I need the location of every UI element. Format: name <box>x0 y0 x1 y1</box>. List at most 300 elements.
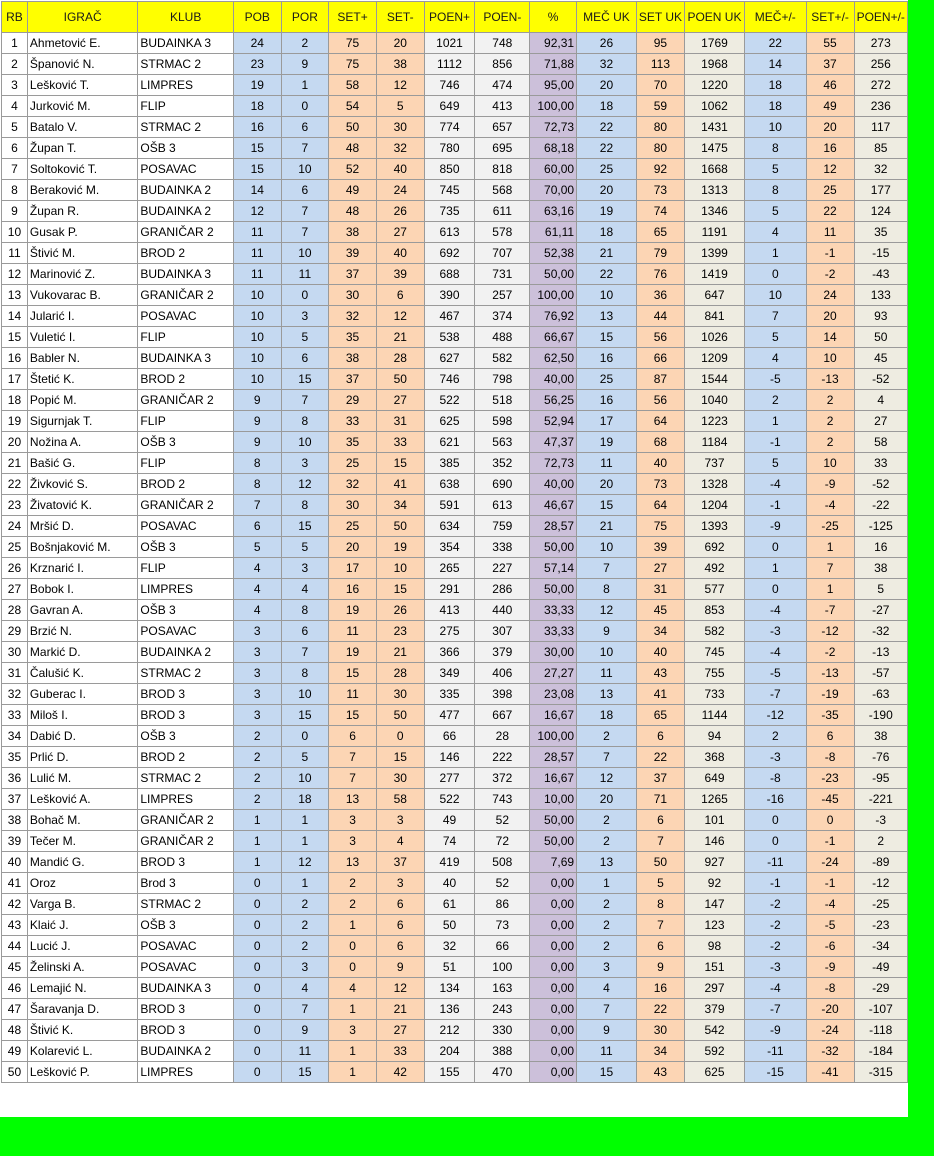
cell-matches-total[interactable]: 32 <box>577 54 637 75</box>
cell-sets-won[interactable]: 35 <box>329 327 377 348</box>
cell-player[interactable]: Beraković M. <box>27 180 137 201</box>
cell-sets-lost[interactable]: 27 <box>376 1020 424 1041</box>
cell-points-total[interactable]: 625 <box>685 1062 745 1083</box>
cell-sets-lost[interactable]: 12 <box>376 75 424 96</box>
cell-points-won[interactable]: 780 <box>424 138 475 159</box>
cell-matches-total[interactable]: 22 <box>577 138 637 159</box>
cell-player[interactable]: Guberac I. <box>27 684 137 705</box>
cell-sets-total[interactable]: 40 <box>636 642 684 663</box>
cell-wins[interactable]: 16 <box>233 117 281 138</box>
cell-set-diff[interactable]: -2 <box>806 264 854 285</box>
cell-player[interactable]: Tečer M. <box>27 831 137 852</box>
cell-points-total[interactable]: 733 <box>685 684 745 705</box>
cell-sets-won[interactable]: 4 <box>329 978 377 999</box>
cell-match-diff[interactable]: -2 <box>744 915 806 936</box>
cell-match-diff[interactable]: 1 <box>744 558 806 579</box>
cell-wins[interactable]: 2 <box>233 747 281 768</box>
cell-set-diff[interactable]: -2 <box>806 642 854 663</box>
cell-club[interactable]: LIMPRES <box>138 1062 234 1083</box>
cell-points-lost[interactable]: 372 <box>475 768 530 789</box>
cell-set-diff[interactable]: 37 <box>806 54 854 75</box>
cell-points-won[interactable]: 688 <box>424 264 475 285</box>
cell-point-diff[interactable]: -43 <box>854 264 908 285</box>
cell-set-diff[interactable]: 20 <box>806 117 854 138</box>
cell-points-total[interactable]: 492 <box>685 558 745 579</box>
cell-sets-total[interactable]: 34 <box>636 1041 684 1062</box>
cell-rb[interactable]: 48 <box>2 1020 28 1041</box>
cell-match-diff[interactable]: -11 <box>744 852 806 873</box>
cell-sets-won[interactable]: 1 <box>329 1062 377 1083</box>
cell-points-lost[interactable]: 66 <box>475 936 530 957</box>
cell-matches-total[interactable]: 20 <box>577 789 637 810</box>
cell-match-diff[interactable]: -15 <box>744 1062 806 1083</box>
cell-wins[interactable]: 2 <box>233 726 281 747</box>
cell-club[interactable]: Brod 3 <box>138 873 234 894</box>
cell-match-diff[interactable]: 4 <box>744 348 806 369</box>
cell-percent[interactable]: 50,00 <box>530 810 577 831</box>
cell-matches-total[interactable]: 7 <box>577 747 637 768</box>
cell-losses[interactable]: 5 <box>281 327 329 348</box>
cell-points-won[interactable]: 522 <box>424 789 475 810</box>
cell-percent[interactable]: 76,92 <box>530 306 577 327</box>
cell-points-total[interactable]: 649 <box>685 768 745 789</box>
cell-points-lost[interactable]: 330 <box>475 1020 530 1041</box>
cell-points-total[interactable]: 1419 <box>685 264 745 285</box>
cell-rb[interactable]: 35 <box>2 747 28 768</box>
cell-sets-won[interactable]: 25 <box>329 453 377 474</box>
cell-losses[interactable]: 7 <box>281 999 329 1020</box>
cell-points-total[interactable]: 1223 <box>685 411 745 432</box>
cell-sets-lost[interactable]: 3 <box>376 873 424 894</box>
cell-player[interactable]: Štetić K. <box>27 369 137 390</box>
cell-points-won[interactable]: 74 <box>424 831 475 852</box>
cell-wins[interactable]: 11 <box>233 264 281 285</box>
cell-points-total[interactable]: 1769 <box>685 33 745 54</box>
cell-point-diff[interactable]: 124 <box>854 201 908 222</box>
cell-sets-won[interactable]: 30 <box>329 285 377 306</box>
cell-player[interactable]: Živković S. <box>27 474 137 495</box>
cell-losses[interactable]: 15 <box>281 1062 329 1083</box>
cell-match-diff[interactable]: 18 <box>744 96 806 117</box>
cell-points-won[interactable]: 613 <box>424 222 475 243</box>
cell-sets-lost[interactable]: 37 <box>376 852 424 873</box>
cell-sets-total[interactable]: 45 <box>636 600 684 621</box>
header-wins[interactable]: POB <box>233 2 281 33</box>
cell-wins[interactable]: 3 <box>233 705 281 726</box>
cell-percent[interactable]: 66,67 <box>530 327 577 348</box>
cell-player[interactable]: Lešković T. <box>27 75 137 96</box>
cell-points-won[interactable]: 1021 <box>424 33 475 54</box>
cell-sets-total[interactable]: 56 <box>636 327 684 348</box>
cell-set-diff[interactable]: -1 <box>806 873 854 894</box>
cell-point-diff[interactable]: -221 <box>854 789 908 810</box>
cell-losses[interactable]: 8 <box>281 411 329 432</box>
cell-sets-lost[interactable]: 15 <box>376 747 424 768</box>
cell-percent[interactable]: 71,88 <box>530 54 577 75</box>
cell-match-diff[interactable]: 5 <box>744 453 806 474</box>
cell-sets-won[interactable]: 19 <box>329 600 377 621</box>
cell-rb[interactable]: 40 <box>2 852 28 873</box>
cell-points-lost[interactable]: 406 <box>475 663 530 684</box>
cell-point-diff[interactable]: 32 <box>854 159 908 180</box>
cell-club[interactable]: BROD 3 <box>138 999 234 1020</box>
cell-match-diff[interactable]: -3 <box>744 747 806 768</box>
cell-wins[interactable]: 0 <box>233 894 281 915</box>
cell-sets-won[interactable]: 32 <box>329 306 377 327</box>
cell-match-diff[interactable]: 8 <box>744 180 806 201</box>
cell-percent[interactable]: 0,00 <box>530 957 577 978</box>
cell-match-diff[interactable]: -3 <box>744 621 806 642</box>
cell-sets-lost[interactable]: 58 <box>376 789 424 810</box>
cell-club[interactable]: BROD 3 <box>138 852 234 873</box>
cell-player[interactable]: Španović N. <box>27 54 137 75</box>
cell-matches-total[interactable]: 11 <box>577 1041 637 1062</box>
cell-sets-total[interactable]: 7 <box>636 831 684 852</box>
cell-rb[interactable]: 24 <box>2 516 28 537</box>
cell-losses[interactable]: 15 <box>281 369 329 390</box>
cell-losses[interactable]: 10 <box>281 768 329 789</box>
cell-sets-total[interactable]: 50 <box>636 852 684 873</box>
cell-percent[interactable]: 0,00 <box>530 1062 577 1083</box>
cell-percent[interactable]: 52,94 <box>530 411 577 432</box>
cell-points-total[interactable]: 1144 <box>685 705 745 726</box>
cell-rb[interactable]: 30 <box>2 642 28 663</box>
cell-rb[interactable]: 37 <box>2 789 28 810</box>
cell-player[interactable]: Gusak P. <box>27 222 137 243</box>
cell-set-diff[interactable]: 2 <box>806 432 854 453</box>
cell-losses[interactable]: 8 <box>281 663 329 684</box>
cell-matches-total[interactable]: 7 <box>577 999 637 1020</box>
cell-points-lost[interactable]: 470 <box>475 1062 530 1083</box>
cell-wins[interactable]: 8 <box>233 453 281 474</box>
cell-matches-total[interactable]: 13 <box>577 306 637 327</box>
cell-point-diff[interactable]: -184 <box>854 1041 908 1062</box>
cell-sets-lost[interactable]: 23 <box>376 621 424 642</box>
cell-rb[interactable]: 44 <box>2 936 28 957</box>
cell-points-lost[interactable]: 707 <box>475 243 530 264</box>
cell-player[interactable]: Nožina A. <box>27 432 137 453</box>
cell-point-diff[interactable]: 38 <box>854 726 908 747</box>
cell-sets-lost[interactable]: 34 <box>376 495 424 516</box>
cell-sets-won[interactable]: 2 <box>329 873 377 894</box>
cell-points-lost[interactable]: 743 <box>475 789 530 810</box>
cell-percent[interactable]: 33,33 <box>530 600 577 621</box>
cell-points-lost[interactable]: 818 <box>475 159 530 180</box>
cell-wins[interactable]: 12 <box>233 201 281 222</box>
cell-sets-lost[interactable]: 21 <box>376 327 424 348</box>
cell-sets-lost[interactable]: 6 <box>376 285 424 306</box>
cell-rb[interactable]: 4 <box>2 96 28 117</box>
cell-set-diff[interactable]: 6 <box>806 726 854 747</box>
cell-points-lost[interactable]: 657 <box>475 117 530 138</box>
cell-wins[interactable]: 4 <box>233 600 281 621</box>
header-sets-lost[interactable]: SET- <box>376 2 424 33</box>
cell-points-won[interactable]: 335 <box>424 684 475 705</box>
cell-set-diff[interactable]: -24 <box>806 1020 854 1041</box>
cell-player[interactable]: Soltoković T. <box>27 159 137 180</box>
cell-points-lost[interactable]: 388 <box>475 1041 530 1062</box>
cell-match-diff[interactable]: 1 <box>744 243 806 264</box>
cell-club[interactable]: FLIP <box>138 411 234 432</box>
cell-sets-won[interactable]: 0 <box>329 936 377 957</box>
cell-club[interactable]: GRANIČAR 2 <box>138 810 234 831</box>
cell-rb[interactable]: 28 <box>2 600 28 621</box>
cell-wins[interactable]: 24 <box>233 33 281 54</box>
cell-losses[interactable]: 9 <box>281 1020 329 1041</box>
cell-player[interactable]: Želinski A. <box>27 957 137 978</box>
cell-points-lost[interactable]: 613 <box>475 495 530 516</box>
cell-points-lost[interactable]: 352 <box>475 453 530 474</box>
cell-sets-won[interactable]: 50 <box>329 117 377 138</box>
cell-losses[interactable]: 4 <box>281 579 329 600</box>
header-point-diff[interactable]: POEN+/- <box>854 2 908 33</box>
cell-point-diff[interactable]: 38 <box>854 558 908 579</box>
cell-club[interactable]: OŠB 3 <box>138 600 234 621</box>
cell-set-diff[interactable]: -24 <box>806 852 854 873</box>
cell-sets-lost[interactable]: 15 <box>376 453 424 474</box>
cell-point-diff[interactable]: 5 <box>854 579 908 600</box>
cell-club[interactable]: BUDAINKA 2 <box>138 642 234 663</box>
cell-match-diff[interactable]: 8 <box>744 138 806 159</box>
cell-set-diff[interactable]: 1 <box>806 537 854 558</box>
cell-match-diff[interactable]: -2 <box>744 936 806 957</box>
cell-points-lost[interactable]: 257 <box>475 285 530 306</box>
cell-set-diff[interactable]: -12 <box>806 621 854 642</box>
cell-point-diff[interactable]: 4 <box>854 390 908 411</box>
cell-sets-total[interactable]: 68 <box>636 432 684 453</box>
cell-losses[interactable]: 10 <box>281 432 329 453</box>
cell-percent[interactable]: 0,00 <box>530 1020 577 1041</box>
cell-club[interactable]: POSAVAC <box>138 936 234 957</box>
cell-matches-total[interactable]: 4 <box>577 978 637 999</box>
cell-points-lost[interactable]: 413 <box>475 96 530 117</box>
cell-point-diff[interactable]: -13 <box>854 642 908 663</box>
cell-sets-total[interactable]: 30 <box>636 1020 684 1041</box>
cell-point-diff[interactable]: -190 <box>854 705 908 726</box>
cell-match-diff[interactable]: -2 <box>744 894 806 915</box>
cell-rb[interactable]: 31 <box>2 663 28 684</box>
cell-matches-total[interactable]: 9 <box>577 621 637 642</box>
cell-set-diff[interactable]: 12 <box>806 159 854 180</box>
cell-wins[interactable]: 0 <box>233 1062 281 1083</box>
cell-losses[interactable]: 12 <box>281 474 329 495</box>
cell-losses[interactable]: 10 <box>281 243 329 264</box>
cell-club[interactable]: POSAVAC <box>138 159 234 180</box>
cell-sets-total[interactable]: 80 <box>636 138 684 159</box>
cell-points-lost[interactable]: 52 <box>475 873 530 894</box>
cell-sets-lost[interactable]: 32 <box>376 138 424 159</box>
cell-wins[interactable]: 0 <box>233 1020 281 1041</box>
cell-rb[interactable]: 36 <box>2 768 28 789</box>
cell-set-diff[interactable]: -25 <box>806 516 854 537</box>
cell-points-lost[interactable]: 759 <box>475 516 530 537</box>
cell-club[interactable]: FLIP <box>138 96 234 117</box>
cell-club[interactable]: BROD 2 <box>138 369 234 390</box>
cell-sets-total[interactable]: 71 <box>636 789 684 810</box>
cell-sets-won[interactable]: 11 <box>329 684 377 705</box>
cell-percent[interactable]: 0,00 <box>530 873 577 894</box>
cell-set-diff[interactable]: -23 <box>806 768 854 789</box>
header-points-won[interactable]: POEN+ <box>424 2 475 33</box>
cell-matches-total[interactable]: 7 <box>577 558 637 579</box>
cell-sets-lost[interactable]: 27 <box>376 390 424 411</box>
cell-points-total[interactable]: 1220 <box>685 75 745 96</box>
cell-points-lost[interactable]: 856 <box>475 54 530 75</box>
cell-percent[interactable]: 50,00 <box>530 831 577 852</box>
cell-points-lost[interactable]: 474 <box>475 75 530 96</box>
cell-set-diff[interactable]: -6 <box>806 936 854 957</box>
cell-percent[interactable]: 47,37 <box>530 432 577 453</box>
cell-percent[interactable]: 0,00 <box>530 978 577 999</box>
cell-wins[interactable]: 9 <box>233 390 281 411</box>
header-sets-won[interactable]: SET+ <box>329 2 377 33</box>
cell-losses[interactable]: 6 <box>281 621 329 642</box>
cell-sets-lost[interactable]: 5 <box>376 96 424 117</box>
cell-point-diff[interactable]: -52 <box>854 369 908 390</box>
cell-losses[interactable]: 3 <box>281 957 329 978</box>
cell-sets-lost[interactable]: 15 <box>376 579 424 600</box>
cell-wins[interactable]: 15 <box>233 138 281 159</box>
cell-player[interactable]: Batalo V. <box>27 117 137 138</box>
cell-point-diff[interactable]: -49 <box>854 957 908 978</box>
cell-point-diff[interactable]: 27 <box>854 411 908 432</box>
header-percent[interactable]: % <box>530 2 577 33</box>
cell-match-diff[interactable]: -4 <box>744 600 806 621</box>
cell-point-diff[interactable]: -89 <box>854 852 908 873</box>
cell-losses[interactable]: 7 <box>281 138 329 159</box>
cell-match-diff[interactable]: -8 <box>744 768 806 789</box>
cell-sets-won[interactable]: 3 <box>329 1020 377 1041</box>
cell-wins[interactable]: 9 <box>233 432 281 453</box>
cell-wins[interactable]: 3 <box>233 642 281 663</box>
cell-sets-total[interactable]: 75 <box>636 516 684 537</box>
cell-points-total[interactable]: 582 <box>685 621 745 642</box>
cell-club[interactable]: STRMAC 2 <box>138 663 234 684</box>
header-club[interactable]: KLUB <box>138 2 234 33</box>
cell-player[interactable]: Župan T. <box>27 138 137 159</box>
cell-sets-won[interactable]: 15 <box>329 663 377 684</box>
cell-set-diff[interactable]: -35 <box>806 705 854 726</box>
cell-sets-total[interactable]: 87 <box>636 369 684 390</box>
cell-sets-total[interactable]: 22 <box>636 999 684 1020</box>
cell-rb[interactable]: 2 <box>2 54 28 75</box>
cell-set-diff[interactable]: 49 <box>806 96 854 117</box>
cell-set-diff[interactable]: -1 <box>806 831 854 852</box>
cell-point-diff[interactable]: -118 <box>854 1020 908 1041</box>
cell-points-lost[interactable]: 798 <box>475 369 530 390</box>
cell-sets-total[interactable]: 43 <box>636 1062 684 1083</box>
cell-player[interactable]: Lešković A. <box>27 789 137 810</box>
cell-percent[interactable]: 63,16 <box>530 201 577 222</box>
cell-point-diff[interactable]: -107 <box>854 999 908 1020</box>
cell-player[interactable]: Marinović Z. <box>27 264 137 285</box>
cell-sets-won[interactable]: 15 <box>329 705 377 726</box>
cell-wins[interactable]: 5 <box>233 537 281 558</box>
cell-point-diff[interactable]: -76 <box>854 747 908 768</box>
cell-sets-won[interactable]: 25 <box>329 516 377 537</box>
cell-point-diff[interactable]: -27 <box>854 600 908 621</box>
cell-point-diff[interactable]: 117 <box>854 117 908 138</box>
cell-points-lost[interactable]: 488 <box>475 327 530 348</box>
cell-points-won[interactable]: 349 <box>424 663 475 684</box>
cell-matches-total[interactable]: 2 <box>577 810 637 831</box>
cell-losses[interactable]: 11 <box>281 264 329 285</box>
cell-sets-lost[interactable]: 50 <box>376 516 424 537</box>
cell-club[interactable]: BUDAINKA 3 <box>138 348 234 369</box>
cell-points-total[interactable]: 92 <box>685 873 745 894</box>
cell-club[interactable]: STRMAC 2 <box>138 894 234 915</box>
cell-sets-won[interactable]: 11 <box>329 621 377 642</box>
cell-matches-total[interactable]: 25 <box>577 159 637 180</box>
cell-points-total[interactable]: 1544 <box>685 369 745 390</box>
cell-match-diff[interactable]: -5 <box>744 663 806 684</box>
header-points-lost[interactable]: POEN- <box>475 2 530 33</box>
cell-percent[interactable]: 50,00 <box>530 579 577 600</box>
cell-matches-total[interactable]: 13 <box>577 852 637 873</box>
cell-percent[interactable]: 100,00 <box>530 726 577 747</box>
cell-player[interactable]: Čalušić K. <box>27 663 137 684</box>
cell-losses[interactable]: 1 <box>281 831 329 852</box>
cell-losses[interactable]: 15 <box>281 516 329 537</box>
cell-point-diff[interactable]: -34 <box>854 936 908 957</box>
cell-percent[interactable]: 0,00 <box>530 894 577 915</box>
header-match-diff[interactable]: MEČ+/- <box>744 2 806 33</box>
cell-wins[interactable]: 6 <box>233 516 281 537</box>
cell-points-won[interactable]: 51 <box>424 957 475 978</box>
cell-sets-total[interactable]: 73 <box>636 474 684 495</box>
cell-set-diff[interactable]: -4 <box>806 495 854 516</box>
cell-rb[interactable]: 42 <box>2 894 28 915</box>
cell-sets-won[interactable]: 75 <box>329 33 377 54</box>
cell-player[interactable]: Klaić J. <box>27 915 137 936</box>
cell-points-lost[interactable]: 440 <box>475 600 530 621</box>
cell-points-won[interactable]: 419 <box>424 852 475 873</box>
cell-rb[interactable]: 16 <box>2 348 28 369</box>
cell-player[interactable]: Mandić G. <box>27 852 137 873</box>
cell-points-total[interactable]: 841 <box>685 306 745 327</box>
cell-matches-total[interactable]: 12 <box>577 768 637 789</box>
cell-points-won[interactable]: 265 <box>424 558 475 579</box>
cell-set-diff[interactable]: 1 <box>806 579 854 600</box>
cell-rb[interactable]: 34 <box>2 726 28 747</box>
cell-sets-total[interactable]: 6 <box>636 726 684 747</box>
cell-set-diff[interactable]: -5 <box>806 915 854 936</box>
cell-sets-won[interactable]: 48 <box>329 138 377 159</box>
cell-points-lost[interactable]: 28 <box>475 726 530 747</box>
cell-percent[interactable]: 92,31 <box>530 33 577 54</box>
cell-losses[interactable]: 2 <box>281 33 329 54</box>
cell-set-diff[interactable]: 22 <box>806 201 854 222</box>
cell-club[interactable]: POSAVAC <box>138 306 234 327</box>
cell-sets-lost[interactable]: 12 <box>376 306 424 327</box>
cell-sets-won[interactable]: 38 <box>329 348 377 369</box>
cell-sets-won[interactable]: 37 <box>329 264 377 285</box>
cell-matches-total[interactable]: 18 <box>577 96 637 117</box>
cell-set-diff[interactable]: 2 <box>806 411 854 432</box>
cell-set-diff[interactable]: 16 <box>806 138 854 159</box>
cell-percent[interactable]: 33,33 <box>530 621 577 642</box>
cell-club[interactable]: OŠB 3 <box>138 432 234 453</box>
cell-wins[interactable]: 15 <box>233 159 281 180</box>
cell-wins[interactable]: 23 <box>233 54 281 75</box>
cell-player[interactable]: Vuletić I. <box>27 327 137 348</box>
cell-player[interactable]: Babler N. <box>27 348 137 369</box>
cell-sets-total[interactable]: 65 <box>636 705 684 726</box>
cell-player[interactable]: Krznarić I. <box>27 558 137 579</box>
cell-sets-total[interactable]: 40 <box>636 453 684 474</box>
cell-rb[interactable]: 29 <box>2 621 28 642</box>
cell-matches-total[interactable]: 10 <box>577 537 637 558</box>
